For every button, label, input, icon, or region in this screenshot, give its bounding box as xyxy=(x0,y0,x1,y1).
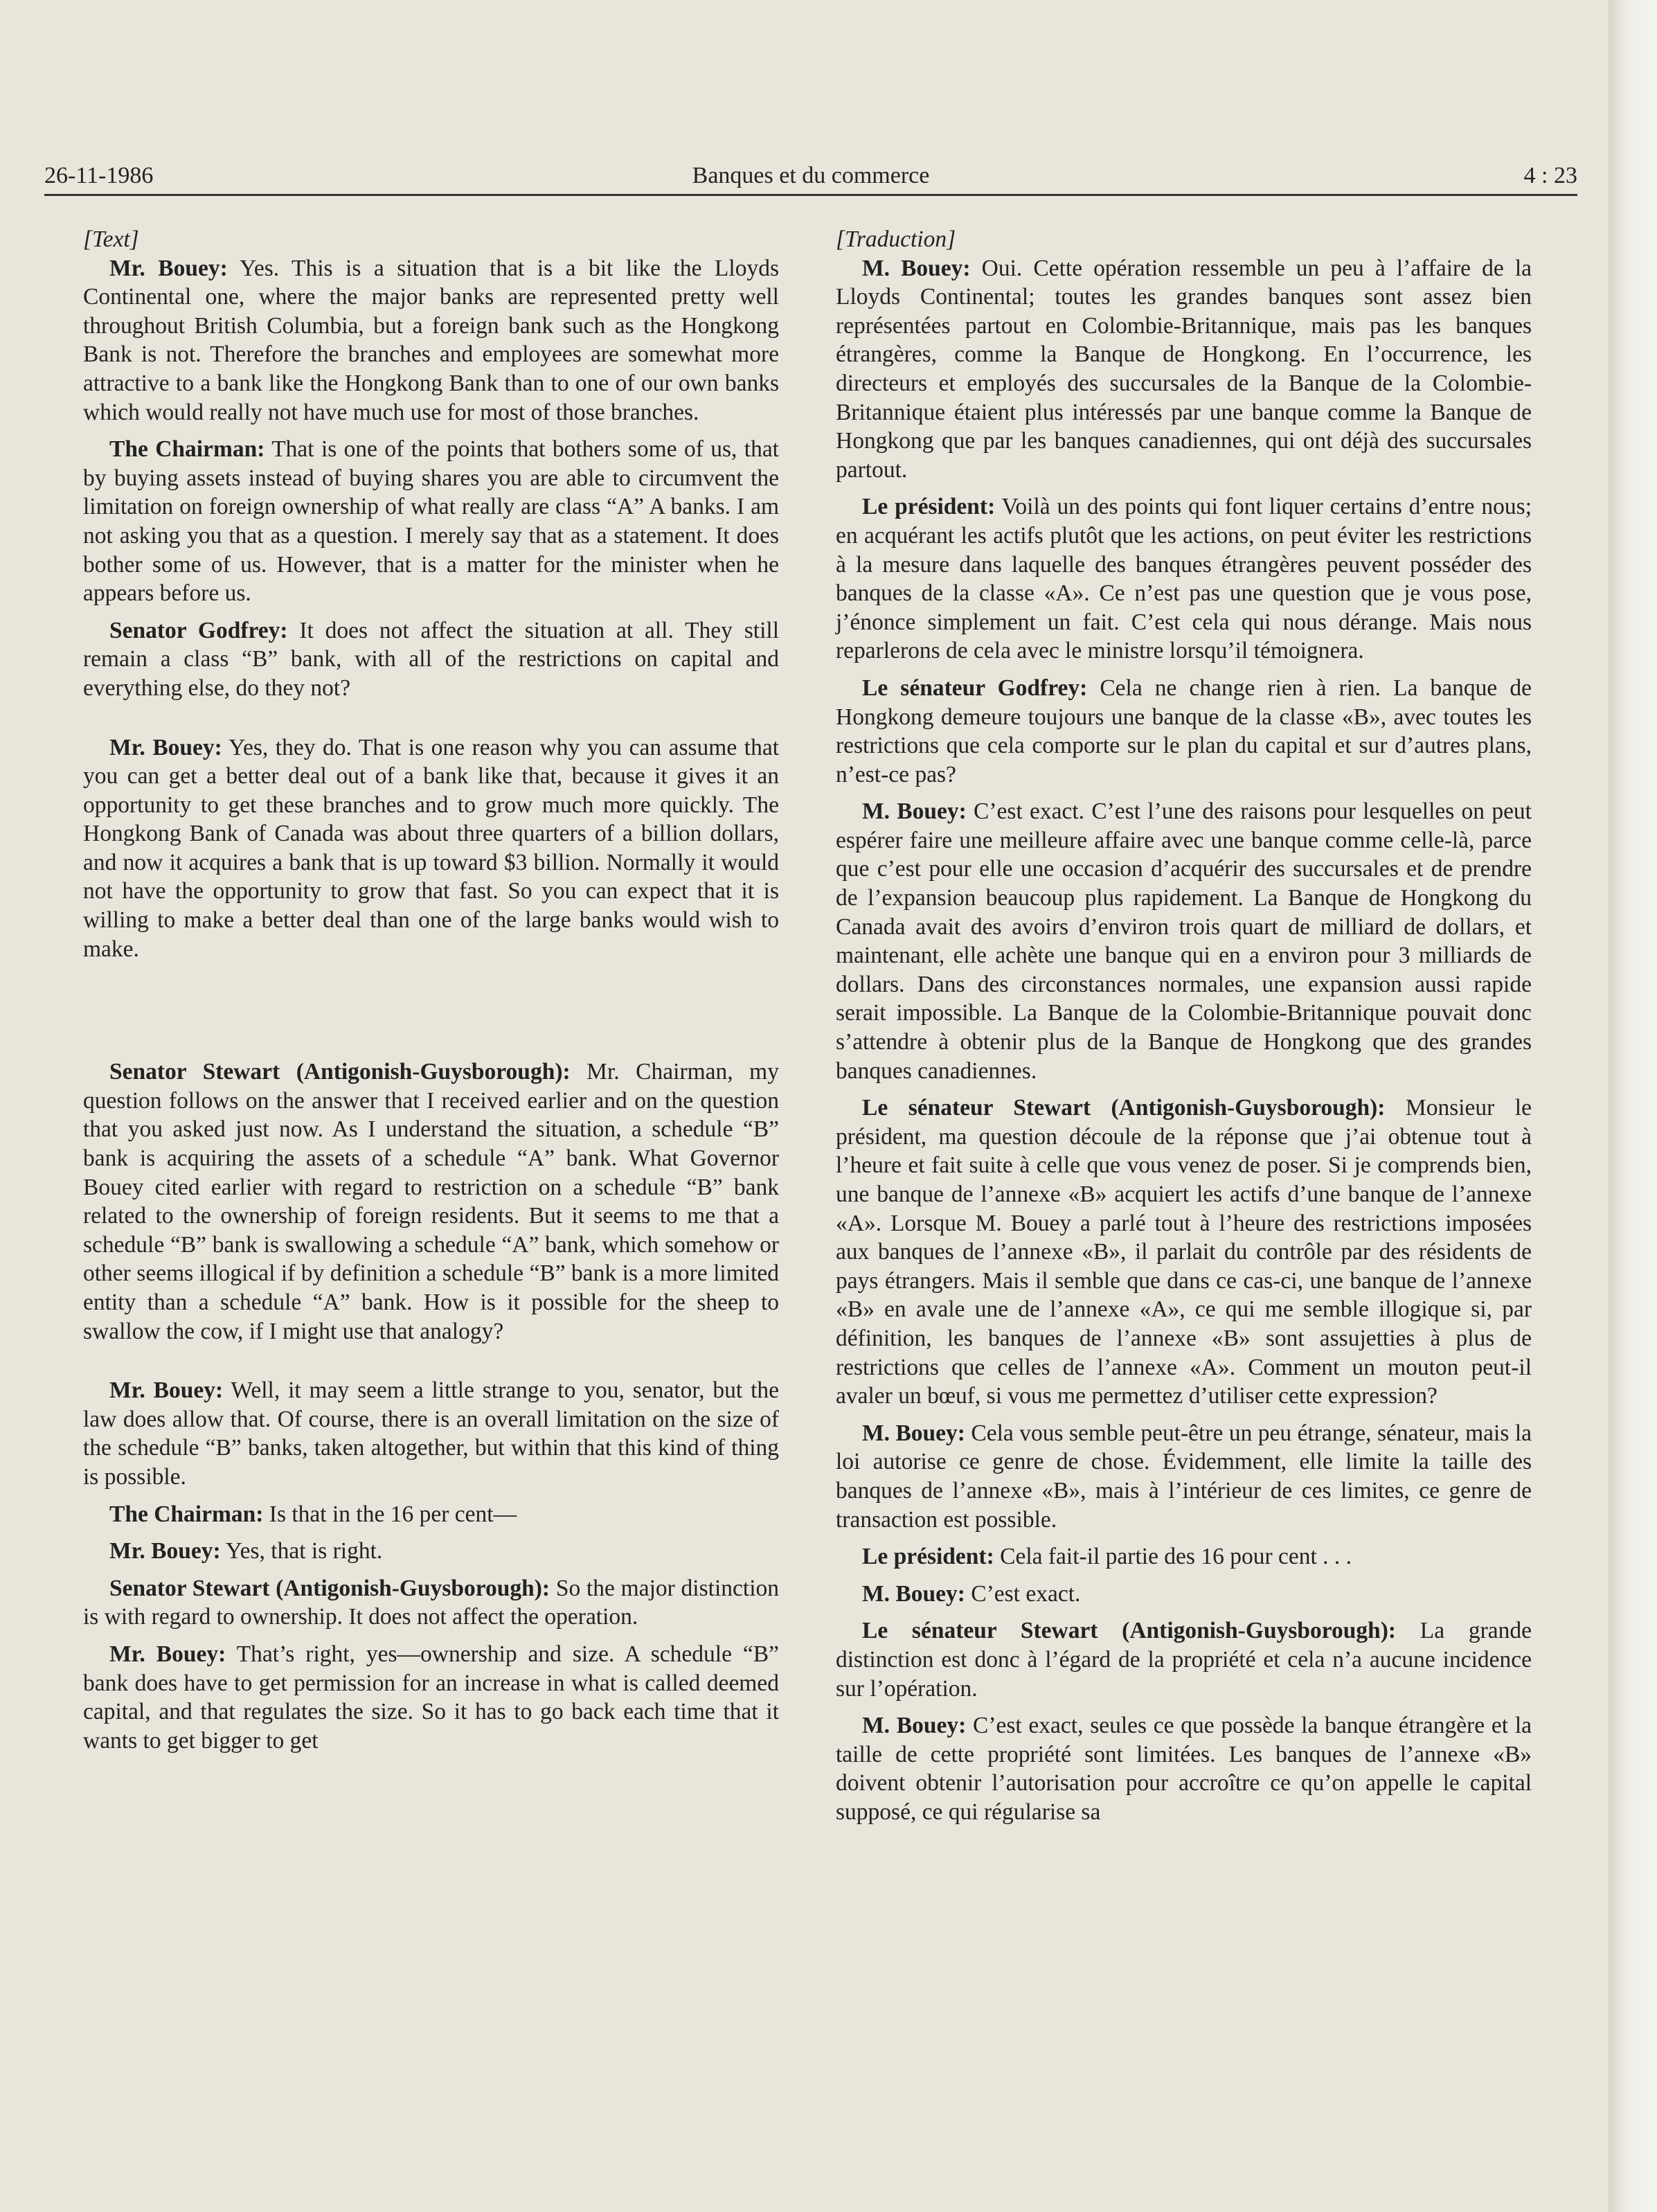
paragraph xyxy=(836,1094,1532,1411)
paragraph xyxy=(836,1419,1532,1534)
speaker: M. Bouey: xyxy=(862,1713,967,1739)
speaker: Mr. Bouey: xyxy=(109,734,222,760)
paragraph xyxy=(83,733,779,964)
header-page-number: 4 : 23 xyxy=(1523,163,1577,188)
header-title: Banques et du commerce xyxy=(692,163,930,188)
speaker: M. Bouey: xyxy=(862,1420,965,1446)
paragraph xyxy=(83,1537,779,1566)
speaker: M. Bouey: xyxy=(862,255,971,281)
paragraph xyxy=(836,1616,1532,1703)
french-column xyxy=(836,225,1532,1826)
speaker: Le président: xyxy=(862,1544,994,1570)
english-label: [Text] xyxy=(83,226,139,252)
speaker: Le sénateur Stewart (Antigonish-Guysborough): xyxy=(862,1618,1397,1644)
paragraph xyxy=(83,1376,779,1491)
paragraph xyxy=(836,1580,1532,1609)
paragraph xyxy=(836,492,1532,666)
paragraph xyxy=(83,254,779,427)
paragraph xyxy=(83,1058,779,1346)
paragraph xyxy=(83,616,779,703)
paragraph-text: Mr. Chairman, my question follows on the answer that I received earlier and on the question that you asked just now. As I understand the situation, a schedule “B” bank is acquiring the assets of a schedule “A” bank. What Governor Bouey cited earlier with regard to restriction on a schedule “B” bank related to the ownership of foreign residents. But it seems to me that a schedule “B” bank is swallowing a schedule “A” bank, which somehow or other seems illogical if by definition a schedule “B” bank is a more limited entity than a schedule “A” bank. How is it possible for the sheep to swallow the cow, if I might use that analogy? xyxy=(83,1059,779,1344)
paragraph-text: Yes, that is right. xyxy=(220,1538,383,1564)
english-column xyxy=(83,225,779,1755)
paragraph-text: Cela ne change rien à rien. La banque de Hongkong demeure toujours une banque de la classe «B», avec toutes les restrictions que cela comporte sur le plan du capital et sur d’autres plans, n’est-ce pas? xyxy=(836,675,1532,787)
paragraph-text: That’s right, yes—ownership and size. A schedule “B” bank does have to get permission for an increase in what is called deemed capital, and that regulates the size. So it has to go back each time that it wants to get bigger to get xyxy=(83,1641,779,1754)
paragraph xyxy=(836,1542,1532,1571)
paragraph xyxy=(83,1640,779,1755)
speaker: M. Bouey: xyxy=(862,799,967,825)
header-rule xyxy=(44,194,1577,196)
speaker: The Chairman: xyxy=(109,436,265,463)
speaker: Mr. Bouey: xyxy=(109,1377,224,1404)
speaker: M. Bouey: xyxy=(862,1580,965,1607)
speaker: The Chairman: xyxy=(109,1501,264,1527)
header-date: 26-11-1986 xyxy=(44,163,154,188)
speaker: Le sénateur Godfrey: xyxy=(862,675,1088,701)
french-label: [Traduction] xyxy=(836,226,956,252)
paragraph-text: Monsieur le président, ma question découle de la réponse que j’ai obtenue tout à l’heure et fait suite à celle que vous venez de poser. Si je comprends bien, une banque de l’annexe «B» acquiert les actifs d’une banque de l’annexe «A». Lorsque M. Bouey a parlé tout à l’heure des restrictions imposées aux banques de l’annexe «B», il parlait du contrôle par des résidents de pays étrangers. Mais il semble que dans ce cas-ci, une banque de l’annexe «B» en avale une de l’annexe «A», ce qui me semble illogique si, par définition, les banques de l’annexe «B» sont assujetties à plus de restrictions que celles de l’annexe «A». Comment un mouton peut-il avaler un bœuf, si vous me permettez d’utiliser cette expression? xyxy=(836,1095,1532,1409)
paragraph xyxy=(836,674,1532,789)
speaker: Mr. Bouey: xyxy=(109,1641,226,1667)
paragraph-text: It does not affect the situation at all. They still remain a class “B” bank, with all of the restrictions on capital and everything else, do they not? xyxy=(83,617,780,701)
paragraph-text: Voilà un des points qui font liquer certains d’entre nous; en acquérant les actifs plutôt que les actions, on peut éviter les restrictions à la mesure dans laquelle des banques étrangères peuvent posséder des banques de la classe «A». Ce n’est pas une question que je vous pose, j’énonce simplement un fait. C’est cela qui nous dérange. Mais nous reparlerons de cela avec le ministre lorsqu’il témoignera. xyxy=(836,494,1532,664)
speaker: Mr. Bouey: xyxy=(109,255,228,281)
paragraph-text: Oui. Cette opération ressemble un peu à l’affaire de la Lloyds Continental; toutes les grandes banques sont assez bien représentées partout en Colombie-Britannique, mais pas les banques étrangères, comme la Banque de Hongkong. En l’occurrence, les directeurs et employés des succursales de la Banque de la Colombie-Britannique étaient plus intéressés par une banque comme la Banque de Hongkong que par les banques canadiennes, qui ont déjà des succursales partout. xyxy=(836,255,1532,483)
paragraph-text: That is one of the points that bothers some of us, that by buying assets instead of buying shares you are able to circumvent the limitation on foreign ownership of what really are class “A” A banks. I am not asking you that as a question. I merely say that as a statement. It does bother some of us. However, that is a matter for the minister when he appears before us. xyxy=(83,436,779,607)
speaker: Senator Godfrey: xyxy=(109,617,288,643)
speaker: Senator Stewart (Antigonish-Guysborough): xyxy=(109,1059,571,1085)
paragraph xyxy=(836,254,1532,485)
paragraph-text: Cela vous semble peut-être un peu étrange, sénateur, mais la loi autorise ce genre de chose. Évidemment, elle limite la taille des banques de l’annexe «B», mais à l’intérieur de ces limites, ce genre de transaction est possible. xyxy=(836,1420,1532,1533)
paragraph xyxy=(83,1500,779,1529)
paragraph-text: C’est exact. C’est l’une des raisons pour lesquelles on peut espérer faire une meilleure affaire avec une banque comme celle-là, parce que c’est pour elle une occasion d’acquérir des succursales et de prendre de l’expansion beaucoup plus rapidement. La Banque de Hongkong du Canada avait des avoirs d’environ trois quart de milliard de dollars, et maintenant, elle achète une banque qui en a environ pour 3 milliards de dollars. Dans des circonstances normales, une expansion aussi rapide serait impossible. La Banque de la Colombie-Britannique pouvait donc s’attendre à obtenir plus de la Banque de Hongkong que des grandes banques canadiennes. xyxy=(836,799,1532,1084)
paragraph-text: Yes. This is a situation that is a bit like the Lloyds Continental one, where the major banks are represented pretty well throughout British Columbia, but a foreign bank such as the Hongkong Bank is not. Therefore the branches and employees are somewhat more attractive to a bank like the Hongkong Bank than to one of our own banks which would really not have much use for most of those branches. xyxy=(83,255,779,425)
paragraph-text: C’est exact, seules ce que possède la banque étrangère et la taille de cette propriété sont limitées. Les banques de l’annexe «B» doivent obtenir l’autorisation pour accroître ce qu’on appelle le capital supposé, ce qui régularise sa xyxy=(836,1713,1532,1825)
speaker: Le président: xyxy=(862,494,996,520)
paragraph-text: La grande distinction est donc à l’égard de la propriété et cela n’a aucune incidence sur l’opération. xyxy=(836,1618,1532,1702)
speaker: Mr. Bouey: xyxy=(109,1538,221,1564)
speaker: Le sénateur Stewart (Antigonish-Guysborough): xyxy=(862,1095,1386,1121)
page-header xyxy=(44,158,1577,194)
paragraph-text: C’est exact. xyxy=(965,1580,1081,1607)
paragraph-text: Well, it may seem a little strange to you, senator, but the law does allow that. Of course, there is an overall limitation on the size of the schedule “B” banks, taken altogether, but within that this kind of thing is possible. xyxy=(83,1377,779,1490)
paragraph xyxy=(836,797,1532,1085)
paragraph-text: Yes, they do. That is one reason why you can assume that you can get a better deal out of a bank like that, because it gives it an opportunity to get these branches and to grow much more quickly. The Hongkong Bank of Canada was about three quarters of a billion dollars, and now it acquires a bank that is up toward $3 billion. Normally it would not have the opportunity to grow that fast. So you can expect that it is willing to make a better deal than one of the large banks would wish to make. xyxy=(83,734,780,962)
paragraph-text: Cela fait-il partie des 16 pour cent . . . xyxy=(994,1544,1352,1570)
paragraph xyxy=(836,1711,1532,1826)
paragraph-text: So the major distinction is with regard to ownership. It does not affect the operation. xyxy=(83,1575,780,1630)
paragraph-text: Is that in the 16 per cent— xyxy=(263,1501,517,1527)
paragraph xyxy=(83,435,779,608)
page-edge-shadow xyxy=(1609,0,1657,2212)
paragraph xyxy=(83,1574,779,1632)
speaker: Senator Stewart (Antigonish-Guysborough): xyxy=(109,1575,550,1601)
